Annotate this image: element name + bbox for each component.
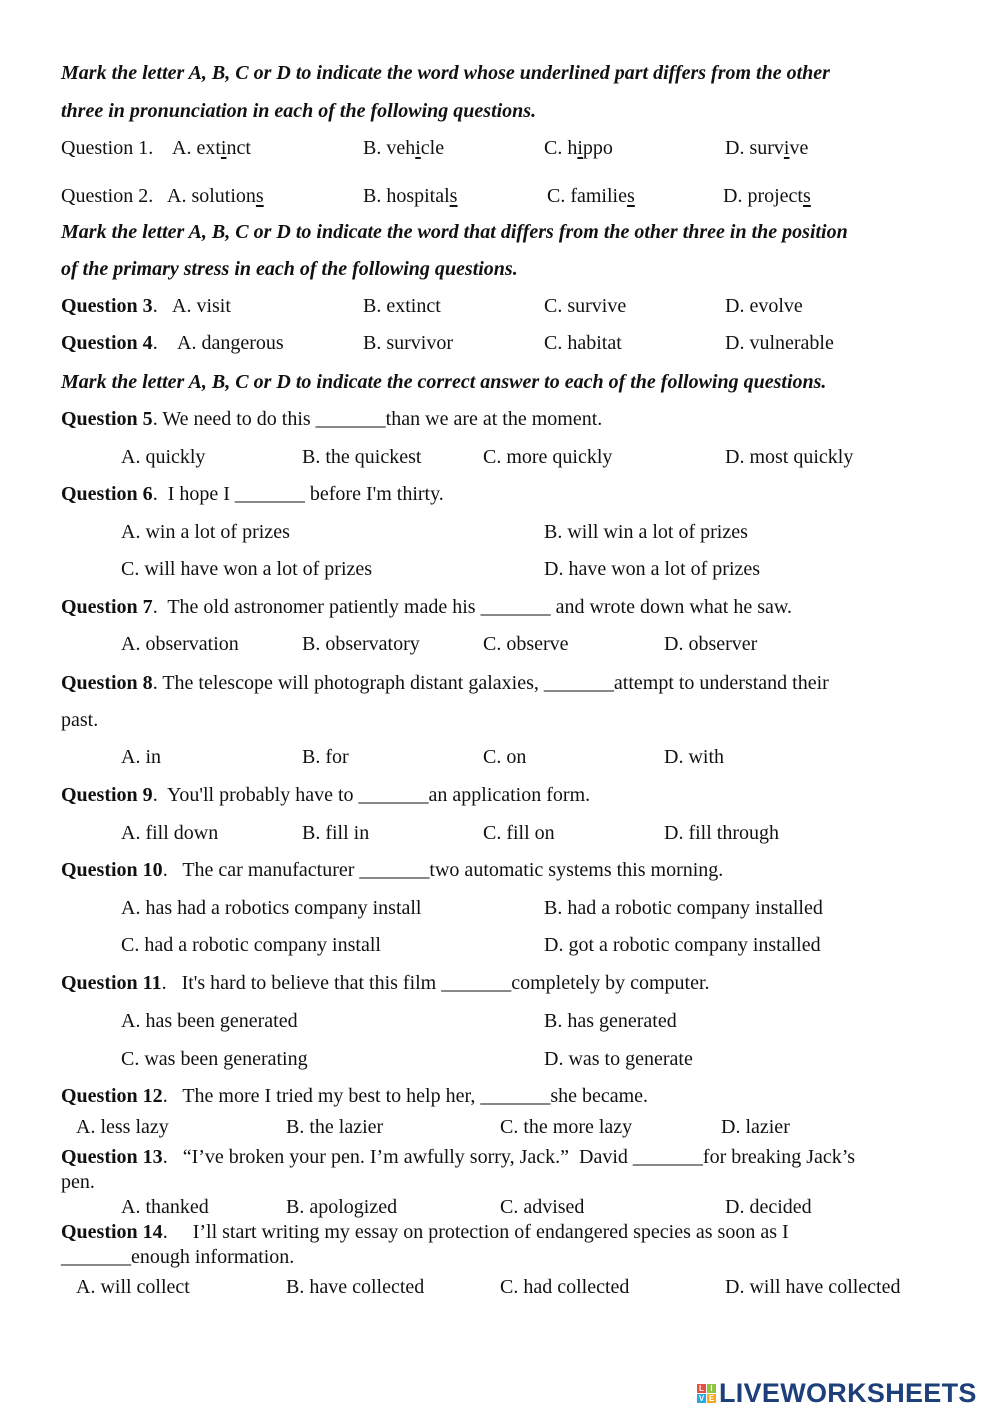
answer-option-d[interactable]: D. decided (725, 1196, 812, 1218)
answer-option-d[interactable]: D. have won a lot of prizes (544, 558, 761, 580)
answer-option-d[interactable]: D. with (664, 746, 724, 768)
question-label: Question 4 (61, 332, 153, 354)
answer-option-a[interactable]: A. extinct (172, 137, 251, 159)
question-stem: Question 3. (61, 295, 158, 317)
answer-option-a[interactable]: A. win a lot of prizes (121, 521, 290, 543)
answer-option-b[interactable]: B. have collected (286, 1276, 425, 1298)
answer-option-a[interactable]: A. thanked (121, 1196, 209, 1218)
answer-option-a[interactable]: A. in (121, 746, 161, 768)
answer-option-b[interactable]: B. for (302, 746, 349, 768)
question-stem: Question 11. It's hard to believe that this film _______completely by computer. (61, 972, 710, 994)
underlined-sound: s (802, 185, 811, 207)
answer-option-d[interactable]: D. evolve (725, 295, 803, 317)
answer-option-a[interactable]: A. has been generated (121, 1010, 298, 1032)
answer-option-a[interactable]: A. quickly (121, 446, 206, 468)
answer-option-d[interactable]: D. vulnerable (725, 332, 834, 354)
instruction-text: of the primary stress in each of the following questions. (61, 258, 518, 280)
answer-option-b[interactable]: B. extinct (363, 295, 441, 317)
answer-option-c[interactable]: C. the more lazy (500, 1116, 633, 1138)
question-stem: _______enough information. (61, 1246, 295, 1268)
question-stem: pen. (61, 1171, 95, 1193)
answer-option-b[interactable]: B. vehicle (363, 137, 445, 159)
question-stem: Question 13. “I’ve broken your pen. I’m awfully sorry, Jack.” David _______for breaking Jack’s (61, 1146, 856, 1168)
answer-option-b[interactable]: B. will win a lot of prizes (544, 521, 748, 543)
question-label: Question 2. (61, 185, 154, 207)
answer-option-c[interactable]: C. hippo (544, 137, 613, 159)
question-label: Question 11 (61, 972, 162, 994)
answer-option-d[interactable]: D. was to generate (544, 1048, 693, 1070)
answer-option-a[interactable]: A. observation (121, 633, 239, 655)
question-stem: past. (61, 709, 99, 731)
answer-option-d[interactable]: D. observer (664, 633, 758, 655)
answer-option-a[interactable]: A. less lazy (76, 1116, 169, 1138)
question-stem: Question 10. The car manufacturer _______two automatic systems this morning. (61, 859, 724, 881)
answer-option-c[interactable]: C. had collected (500, 1276, 630, 1298)
question-stem (61, 136, 153, 160)
answer-option-a[interactable]: A. visit (172, 295, 231, 317)
question-label: Question 9 (61, 784, 153, 806)
answer-option-c[interactable]: C. more quickly (483, 446, 613, 468)
question-stem: Question 7. The old astronomer patiently made his _______ and wrote down what he saw. (61, 596, 792, 618)
answer-option-a[interactable]: A. has had a robotics company install (121, 897, 422, 919)
question-stem: Question 5. We need to do this _______than we are at the moment. (61, 408, 603, 430)
answer-option-c[interactable]: C. families (547, 185, 635, 207)
answer-option-b[interactable]: B. observatory (302, 633, 420, 655)
question-label: Question 7 (61, 596, 153, 618)
question-label: Question 13 (61, 1146, 163, 1168)
question-label: Question 1. (61, 137, 154, 159)
instruction-text: Mark the letter A, B, C or D to indicate the correct answer to each of the following questions. (61, 371, 827, 393)
answer-option-c[interactable]: C. habitat (544, 332, 622, 354)
instruction-text: three in pronunciation in each of the following questions. (61, 100, 537, 122)
answer-option-d[interactable]: D. survive (725, 137, 809, 159)
logo-letter: V (698, 1394, 705, 1403)
underlined-sound: s (255, 185, 264, 207)
answer-option-d[interactable]: D. projects (723, 185, 811, 207)
question-stem: Question 8. The telescope will photograph distant galaxies, _______attempt to understand their (61, 672, 829, 694)
answer-option-c[interactable]: C. will have won a lot of prizes (121, 558, 373, 580)
question-label: Question 3 (61, 295, 153, 317)
answer-option-b[interactable]: B. hospitals (363, 185, 458, 207)
answer-option-d[interactable]: D. got a robotic company installed (544, 934, 821, 956)
answer-option-d[interactable]: D. fill through (664, 822, 779, 844)
question-stem: Question 4. (61, 332, 158, 354)
underlined-sound: s (449, 185, 458, 207)
answer-option-c[interactable]: C. observe (483, 633, 569, 655)
answer-option-c[interactable]: C. survive (544, 295, 627, 317)
answer-option-b[interactable]: B. survivor (363, 332, 453, 354)
answer-option-a[interactable]: A. dangerous (177, 332, 284, 354)
question-stem: Question 14. I’ll start writing my essay on protection of endangered species as soon as I (61, 1221, 789, 1243)
question-stem: Question 9. You'll probably have to _______an application form. (61, 784, 591, 806)
answer-option-a[interactable]: A. solutions (167, 185, 264, 207)
question-stem: Question 6. I hope I _______ before I'm thirty. (61, 483, 444, 505)
question-stem (61, 184, 153, 208)
answer-option-a[interactable]: A. will collect (76, 1276, 190, 1298)
underlined-sound: i (577, 137, 583, 159)
logo-cube-icon (697, 1384, 716, 1403)
logo-letter: E (708, 1394, 715, 1403)
question-label: Question 6 (61, 483, 153, 505)
question-label: Question 14 (61, 1221, 163, 1243)
logo-text: LIVEWORKSHEETS (719, 1378, 977, 1408)
answer-option-c[interactable]: C. had a robotic company install (121, 934, 381, 956)
answer-option-d[interactable]: D. lazier (721, 1116, 790, 1138)
answer-option-b[interactable]: B. apologized (286, 1196, 398, 1218)
answer-option-b[interactable]: B. the quickest (302, 446, 422, 468)
answer-option-d[interactable]: D. most quickly (725, 446, 854, 468)
answer-option-b[interactable]: B. the lazier (286, 1116, 384, 1138)
question-stem: Question 12. The more I tried my best to help her, _______she became. (61, 1085, 649, 1107)
answer-option-a[interactable]: A. fill down (121, 822, 219, 844)
question-label: Question 8 (61, 672, 153, 694)
answer-option-b[interactable]: B. had a robotic company installed (544, 897, 823, 919)
liveworksheets-logo (697, 1378, 977, 1409)
question-label: Question 12 (61, 1085, 163, 1107)
instruction-text: Mark the letter A, B, C or D to indicate the word whose underlined part differs from the other (61, 62, 830, 84)
underlined-sound: i (783, 137, 790, 159)
question-label: Question 10 (61, 859, 163, 881)
answer-option-c[interactable]: C. on (483, 746, 527, 768)
instruction-text: Mark the letter A, B, C or D to indicate the word that differs from the other three in the position (61, 221, 848, 243)
logo-letter: L (697, 1384, 706, 1393)
answer-option-c[interactable]: C. was been generating (121, 1048, 308, 1070)
answer-option-c[interactable]: C. advised (500, 1196, 585, 1218)
question-label: Question 5 (61, 408, 153, 430)
answer-option-b[interactable]: B. fill in (302, 822, 370, 844)
underlined-sound: i (220, 137, 227, 159)
answer-option-c[interactable]: C. fill on (483, 822, 555, 844)
logo-letter: I (707, 1384, 716, 1393)
answer-option-d[interactable]: D. will have collected (725, 1276, 901, 1298)
underlined-sound: i (415, 137, 421, 159)
underlined-sound: s (626, 185, 635, 207)
answer-option-b[interactable]: B. has generated (544, 1010, 677, 1032)
